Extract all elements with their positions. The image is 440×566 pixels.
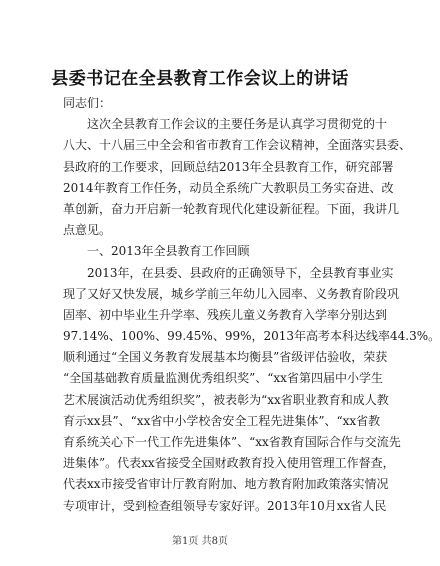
paragraph-line: 现了又好又快发展，城乡学前三年幼儿入园率、义务教育阶段巩 [63, 286, 400, 301]
paragraph-line: 县政府的工作要求，回顾总结2013年全县教育工作，研究部署 [63, 159, 394, 174]
paragraph-line: 2013年，在县委、县政府的正确领导下，全县教育事业实 [87, 265, 394, 280]
page-number-footer: 第1页 共8页 [172, 536, 228, 547]
salutation-line: 同志们： [63, 96, 112, 110]
paragraph-line: 固率、初中毕业生升学率、残疾儿童义务教育入学率分别达到 [63, 307, 388, 322]
document-title: 县委书记在全县教育工作会议上的讲话 [51, 69, 349, 89]
paragraph-line: 这次全县教育工作会议的主要任务是认真学习贯彻党的十 [87, 117, 388, 132]
paragraph-line: 专项审计，受到检查组领导专家好评。2013年10月xx省人民 [63, 498, 387, 513]
paragraph-line: 育示xx县”、“xx省中小学校舍安全工程先进集体”、“xx省教 [63, 413, 381, 428]
paragraph-line: “全国基础教育质量监测优秀组织奖”、“xx省第四届中小学生 [63, 371, 383, 386]
paragraph-line: 进集体”。代表xx省接受全国财政教育投入使用管理工作督查， [63, 456, 395, 471]
paragraph-line: 2014年教育工作任务，动员全系统广大教职员工务实奋进、改 [63, 180, 394, 195]
paragraph-line: 顺利通过“全国义务教育发展基本均衡县”省级评估验收，荣获 [63, 350, 388, 365]
paragraph-line: 革创新，奋力开启新一轮教育现代化建设新征程。下面，我讲几 [63, 201, 400, 216]
paragraph-line: 点意见。 [63, 223, 112, 238]
paragraph-line: 八大、十八届三中全会和省市教育工作会议精神，全面落实县委、 [63, 138, 412, 153]
paragraph-line: 艺术展演活动优秀组织奖”，被表彰为“xx省职业教育和成人教 [63, 392, 389, 407]
paragraph-line: 育系统关心下一代工作先进集体”、“xx省教育国际合作与交流先 [63, 435, 401, 449]
paragraph-line: 代表xx市接受省审计厅教育附加、地方教育附加政策落实情况 [63, 477, 389, 492]
paragraph-line: 97.14%、100%、99.45%、99%，2013年高考本科达线率44.3%。 [63, 329, 440, 344]
document-body [63, 93, 440, 517]
section-heading: 一、2013年全县教育工作回顾 [87, 244, 250, 259]
